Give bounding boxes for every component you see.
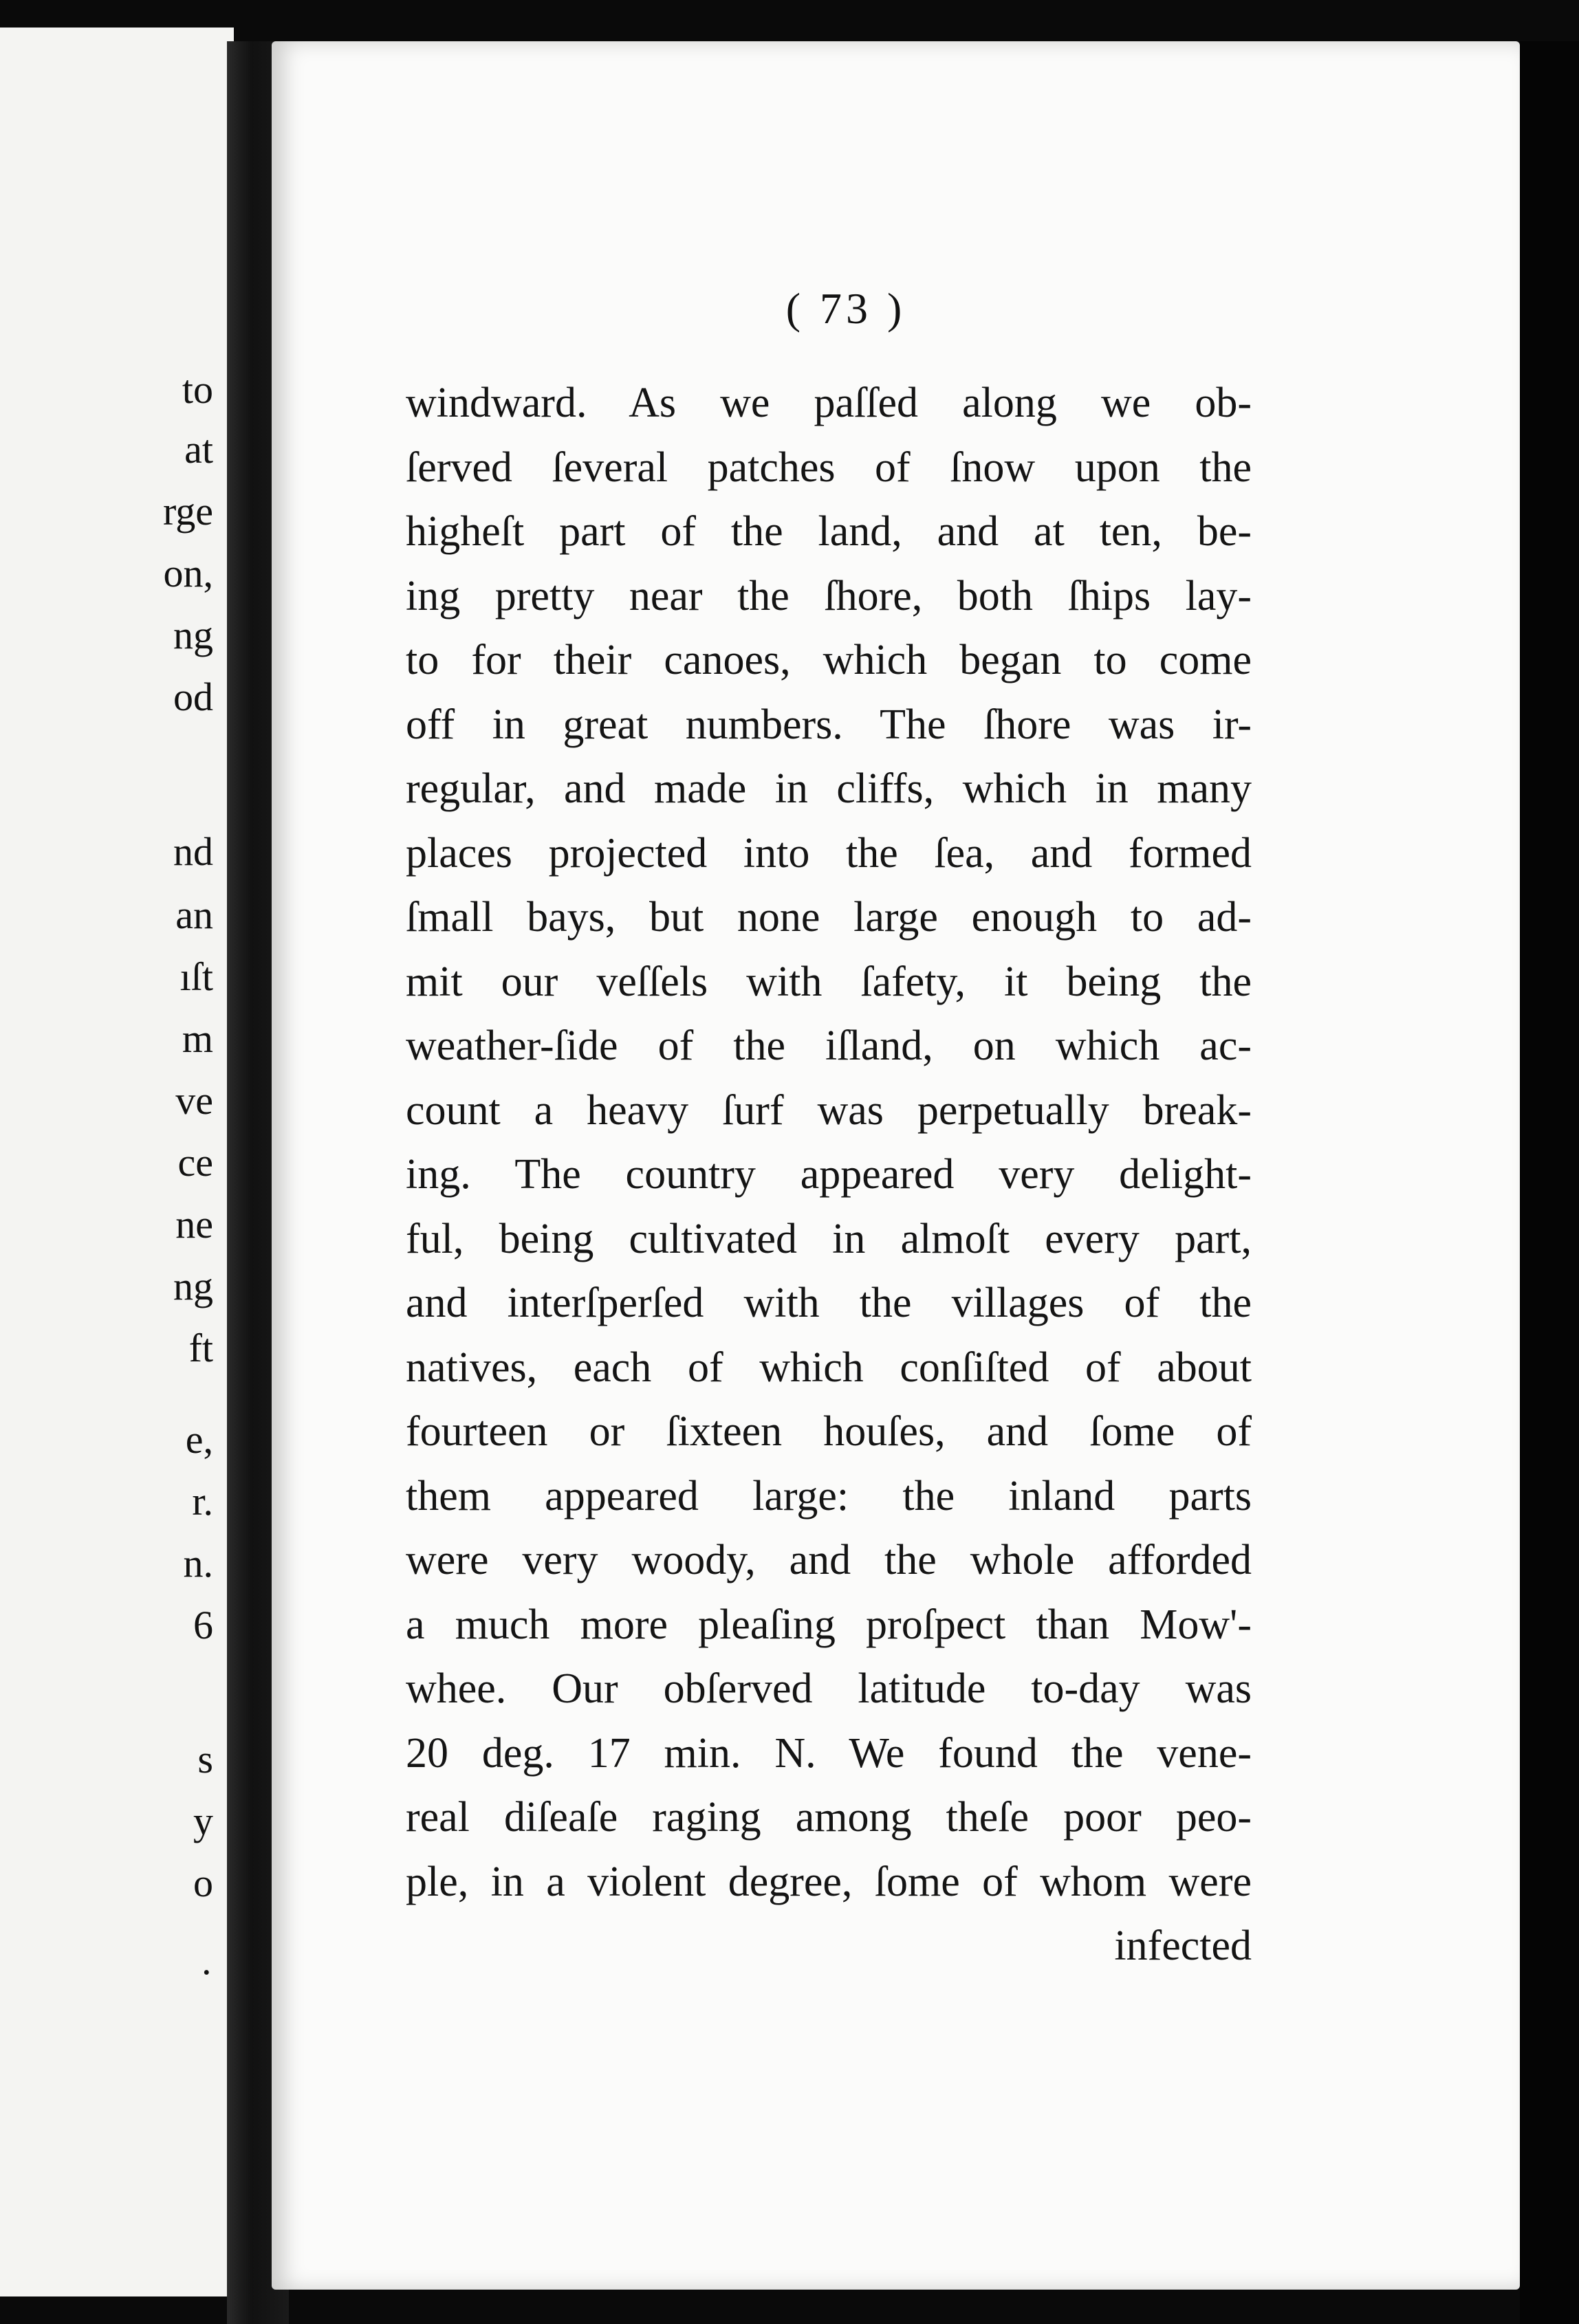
- left-fragment: on,: [163, 551, 213, 595]
- text-line: ing. The country appeared very delight-: [406, 1151, 1252, 1198]
- left-fragment: ·: [199, 1950, 213, 1995]
- text-line: and interſperſed with the villages of the: [406, 1280, 1252, 1326]
- left-fragment: ce: [177, 1140, 213, 1185]
- text-line: 20 deg. 17 min. N. We found the vene-: [406, 1729, 1252, 1777]
- text-line: to for their canoes, which began to come: [406, 637, 1252, 683]
- text-line: whee. Our obſerved latitude to-day was: [406, 1665, 1252, 1712]
- left-fragment: e,: [185, 1417, 213, 1462]
- text-line: fourteen or ſixteen houſes, and ſome of: [406, 1408, 1252, 1455]
- left-fragment: rge: [162, 489, 213, 534]
- text-line: places projected into the ſea, and formed: [406, 829, 1252, 877]
- text-line: ſmall bays, but none large enough to ad-: [406, 894, 1252, 941]
- left-fragment: at: [184, 427, 213, 472]
- text-line: off in great numbers. The ſhore was ir-: [406, 701, 1252, 748]
- scan-edge: [1520, 41, 1579, 2324]
- left-fragment: to: [182, 367, 213, 412]
- text-line: real diſeaſe raging among theſe poor peo-: [406, 1794, 1252, 1841]
- text-line: ful, being cultivated in almoſt every part,: [406, 1215, 1252, 1262]
- left-fragment: s: [197, 1737, 213, 1782]
- text-line: them appeared large: the inland parts: [406, 1472, 1252, 1520]
- left-fragment: nd: [173, 829, 213, 874]
- left-fragment: ıſt: [179, 954, 213, 999]
- left-fragment: ve: [175, 1078, 213, 1123]
- left-fragment: m: [182, 1016, 213, 1061]
- left-fragment: an: [175, 892, 213, 937]
- text-line: windward. As we paſſed along we ob-: [406, 380, 1252, 426]
- text-line: ſerved ſeveral patches of ſnow upon the: [406, 443, 1252, 491]
- left-fragment: od: [173, 675, 213, 719]
- text-line: weather-ſide of the iſland, on which ac-: [406, 1022, 1252, 1069]
- page-number: ( 73 ): [785, 284, 906, 333]
- left-fragment: 6: [193, 1603, 213, 1647]
- text-line: higheſt part of the land, and at ten, be-: [406, 508, 1252, 555]
- left-fragment: ne: [175, 1202, 213, 1247]
- text-line: ing pretty near the ſhore, both ſhips lay-: [406, 572, 1252, 620]
- left-fragment: ng: [173, 1264, 213, 1308]
- text-line: regular, and made in cliffs, which in many: [406, 765, 1252, 812]
- text-line: count a heavy ſurf was perpetually break-: [406, 1086, 1252, 1134]
- left-fragment: ng: [173, 613, 213, 657]
- left-fragment: n.: [183, 1541, 213, 1586]
- left-fragment: y: [193, 1799, 213, 1843]
- text-line: were very woody, and the whole afforded: [406, 1537, 1252, 1583]
- left-fragment: ft: [188, 1326, 213, 1370]
- left-fragment: o: [193, 1861, 213, 1905]
- body-text: [406, 371, 1252, 1979]
- left-page-fragment: [0, 28, 234, 2296]
- text-line: mit our veſſels with ſafety, it being the: [406, 958, 1252, 1005]
- text-line: a much more pleaſing proſpect than Mow'-: [406, 1601, 1252, 1648]
- text-line: natives, each of which conſiſted of about: [406, 1344, 1252, 1391]
- text-line: ple, in a violent degree, ſome of whom were: [406, 1858, 1252, 1905]
- left-fragment: r.: [192, 1479, 213, 1524]
- catchword: infected: [1114, 1922, 1252, 1969]
